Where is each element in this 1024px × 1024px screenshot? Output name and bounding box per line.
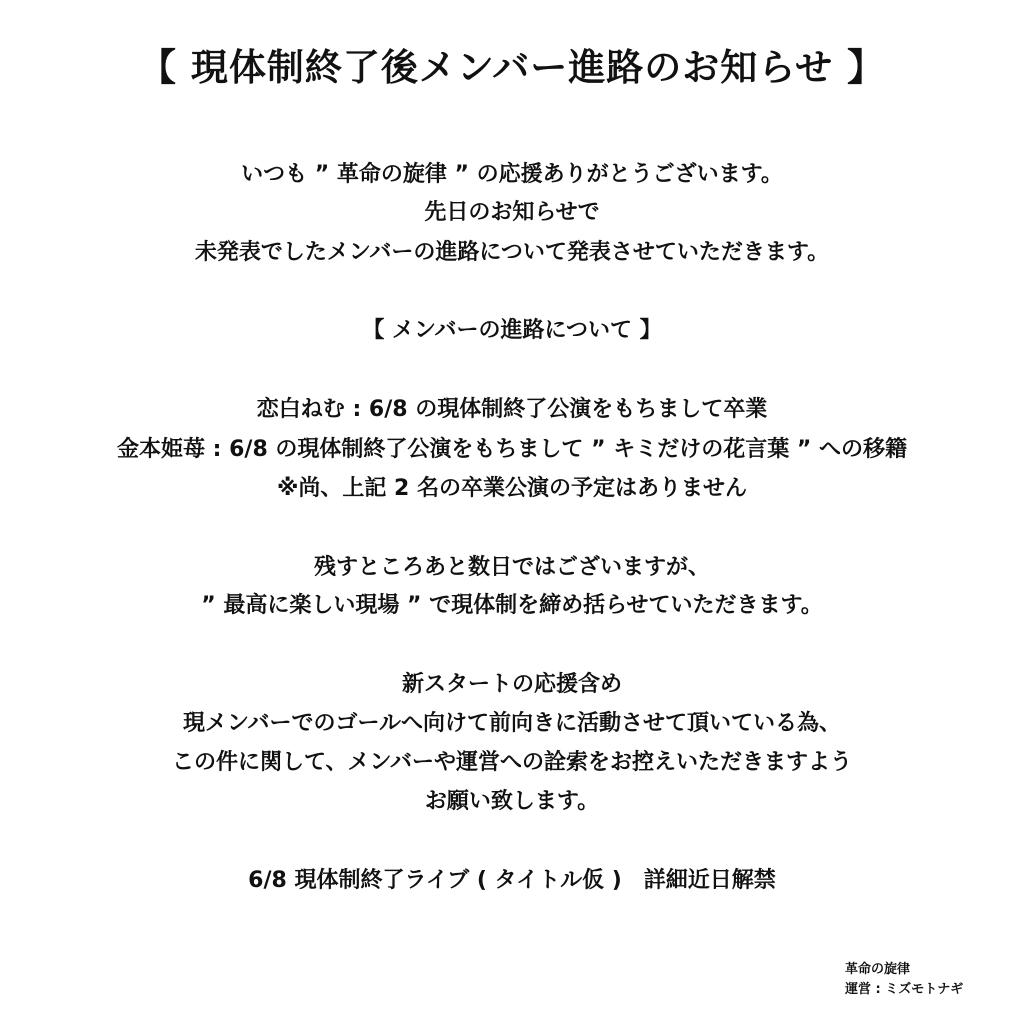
- live-info: 6/8 現体制終了ライブ ( タイトル仮 ) 詳細近日解禁: [248, 868, 776, 893]
- intro-line-3: 未発表でしたメンバーの進路について発表させていただきます。: [194, 240, 830, 265]
- member-note: ※尚、上記 2 名の卒業公演の予定はありません: [276, 476, 747, 501]
- member-line-2: 金本姫苺 : 6/8 の現体制終了公演をもちまして ” キミだけの花言葉 ” への移籍: [117, 437, 907, 462]
- request-line-2: 現メンバーでのゴールへ向けて前向きに活動させて頂いている為、: [182, 711, 842, 736]
- intro-line-2: 先日のお知らせで: [424, 200, 600, 225]
- request-line-3: この件に関して、メンバーや運営への詮索をお控えいただきますよう: [171, 750, 853, 775]
- notice-title: 【 現体制終了後メンバー進路のお知らせ 】: [138, 46, 886, 89]
- signature-block: [845, 960, 963, 1000]
- signature-group: 革命の旋律: [845, 962, 911, 977]
- section-heading: 【 メンバーの進路について 】: [362, 318, 662, 343]
- signature-management: 運営 : ミズモトナギ: [845, 982, 964, 998]
- request-line-1: 新スタートの応援含め: [401, 672, 622, 697]
- remaining-line-2: ” 最高に楽しい現場 ” で現体制を締め括らせていただきます。: [201, 593, 823, 618]
- remaining-line-1: 残すところあと数日ではございますが、: [313, 555, 710, 580]
- member-line-1: 恋白ねむ : 6/8 の現体制終了公演をもちまして卒業: [256, 397, 768, 422]
- intro-line-1: いつも ” 革命の旋律 ” の応援ありがとうございます。: [241, 162, 783, 187]
- request-line-4: お願い致します。: [424, 789, 600, 814]
